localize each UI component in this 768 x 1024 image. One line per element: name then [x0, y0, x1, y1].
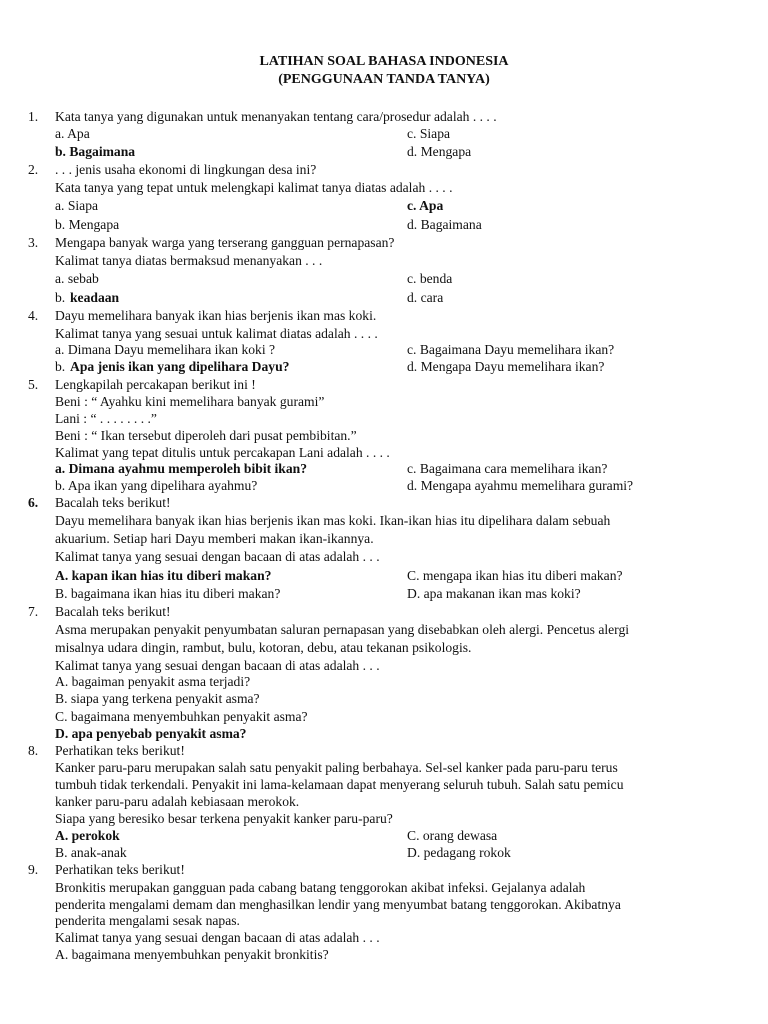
question-text: Lengkapilah percakapan berikut ini ! [55, 377, 256, 392]
option-c: c. Siapa [407, 126, 451, 141]
option-a-answer: A. kapan ikan hias itu diberi makan? [55, 568, 272, 583]
option-c: c. Bagaimana Dayu memelihara ikan? [407, 342, 615, 357]
option-a: A. bagaimana menyembuhkan penyakit bronkitis? [55, 947, 329, 962]
question-text: Kata tanya yang digunakan untuk menanyakan tentang cara/prosedur adalah . . . . [55, 109, 497, 124]
question-number: 5. [28, 377, 39, 392]
option-d: D. apa makanan ikan mas koki? [407, 586, 581, 601]
passage-text: kanker paru-paru adalah kebiasaan merokok. [55, 794, 300, 809]
option-b-answer: keadaan [70, 290, 120, 305]
question-text: Kata tanya yang tepat untuk melengkapi kalimat tanya diatas adalah . . . . [55, 180, 453, 195]
option-a-answer: a. Dimana ayahmu memperoleh bibit ikan? [55, 461, 308, 476]
dialogue-line: Lani : “ . . . . . . . .” [55, 411, 157, 426]
option-b-letter: b. [55, 290, 66, 305]
option-c: C. bagaimana menyembuhkan penyakit asma? [55, 709, 308, 724]
question-text: Kalimat tanya yang sesuai dengan bacaan di atas adalah . . . [55, 930, 380, 945]
option-d: d. Bagaimana [407, 217, 482, 232]
question-number: 6. [28, 495, 39, 510]
document-title: LATIHAN SOAL BAHASA INDONESIA [259, 54, 509, 69]
question-number: 9. [28, 862, 39, 877]
question-text: . . . jenis usaha ekonomi di lingkungan desa ini? [55, 162, 317, 177]
option-d-answer: D. apa penyebab penyakit asma? [55, 726, 247, 741]
option-d: d. Mengapa Dayu memelihara ikan? [407, 359, 605, 374]
option-b: B. siapa yang terkena penyakit asma? [55, 691, 260, 706]
question-text: Kalimat tanya yang sesuai dengan bacaan di atas adalah . . . [55, 658, 380, 673]
option-a: a. sebab [55, 271, 99, 286]
dialogue-line: Beni : “ Ayahku kini memelihara banyak gurami” [55, 394, 325, 409]
option-c: c. Bagaimana cara memelihara ikan? [407, 461, 608, 476]
option-b: b. Mengapa [55, 217, 120, 232]
option-c: C. orang dewasa [407, 828, 498, 843]
passage-text: Asma merupakan penyakit penyumbatan saluran pernapasan yang disebabkan oleh alergi. Pencetus alergi [55, 622, 630, 637]
option-b: B. anak-anak [55, 845, 127, 860]
passage-text: penderita mengalami sesak napas. [55, 913, 240, 928]
passage-text: misalnya udara dingin, rambut, bulu, kotoran, debu, atau tekanan psikologis. [55, 640, 472, 655]
question-number: 8. [28, 743, 39, 758]
passage-text: Dayu memelihara banyak ikan hias berjenis ikan mas koki. Ikan-ikan hias itu dipelihara dalam sebuah [55, 513, 611, 528]
question-text: Mengapa banyak warga yang terserang gangguan pernapasan? [55, 235, 395, 250]
passage-text: Kanker paru-paru merupakan salah satu penyakit paling berbahaya. Sel-sel kanker pada paru-paru terus [55, 760, 618, 775]
question-number: 3. [28, 235, 39, 250]
passage-text: Bronkitis merupakan gangguan pada cabang batang tenggorokan akibat infeksi. Gejalanya adalah [55, 880, 586, 895]
option-a: a. Siapa [55, 198, 99, 213]
question-number: 7. [28, 604, 39, 619]
option-d: d. Mengapa [407, 144, 472, 159]
option-d: d. cara [407, 290, 444, 305]
question-text: Kalimat tanya yang sesuai dengan bacaan di atas adalah . . . [55, 549, 380, 564]
question-text: Kalimat tanya yang sesuai untuk kalimat diatas adalah . . . . [55, 326, 378, 341]
question-text: Perhatikan teks berikut! [55, 743, 185, 758]
option-a: a. Dimana Dayu memelihara ikan koki ? [55, 342, 276, 357]
question-number: 2. [28, 162, 39, 177]
option-b: B. bagaimana ikan hias itu diberi makan? [55, 586, 281, 601]
passage-text: penderita mengalami demam dan menghasilkan lendir yang menyumbat batang tenggorokan. Akibatnya [55, 897, 621, 912]
question-text: Perhatikan teks berikut! [55, 862, 185, 877]
dialogue-line: Beni : “ Ikan tersebut diperoleh dari pusat pembibitan.” [55, 428, 357, 443]
option-a: A. bagaiman penyakit asma terjadi? [55, 674, 251, 689]
question-text: Bacalah teks berikut! [55, 495, 171, 510]
option-a-answer: A. perokok [55, 828, 120, 843]
passage-text: akuarium. Setiap hari Dayu memberi makan ikan-ikannya. [55, 531, 374, 546]
option-b-answer: Apa jenis ikan yang dipelihara Dayu? [70, 359, 290, 374]
question-number: 4. [28, 308, 39, 323]
option-b-answer: b. Bagaimana [55, 144, 136, 159]
option-c: c. benda [407, 271, 453, 286]
option-c-answer: c. Apa [407, 198, 444, 213]
option-d: d. Mengapa ayahmu memelihara gurami? [407, 478, 634, 493]
question-text: Kalimat tanya diatas bermaksud menanyakan . . . [55, 253, 323, 268]
document-subtitle: (PENGGUNAAN TANDA TANYA) [278, 72, 490, 87]
question-text: Kalimat yang tepat ditulis untuk percakapan Lani adalah . . . . [55, 445, 390, 460]
option-b: b. Apa ikan yang dipelihara ayahmu? [55, 478, 258, 493]
option-c: C. mengapa ikan hias itu diberi makan? [407, 568, 623, 583]
question-number: 1. [28, 109, 39, 124]
option-d: D. pedagang rokok [407, 845, 511, 860]
question-text: Dayu memelihara banyak ikan hias berjenis ikan mas koki. [55, 308, 377, 323]
question-text: Siapa yang beresiko besar terkena penyakit kanker paru-paru? [55, 811, 393, 826]
option-a: a. Apa [55, 126, 90, 141]
question-text: Bacalah teks berikut! [55, 604, 171, 619]
passage-text: tumbuh tidak terkendali. Penyakit ini lama-kelamaan dapat menyerang seluruh tubuh. Salah satu pemicu [55, 777, 624, 792]
option-b-letter: b. [55, 359, 66, 374]
